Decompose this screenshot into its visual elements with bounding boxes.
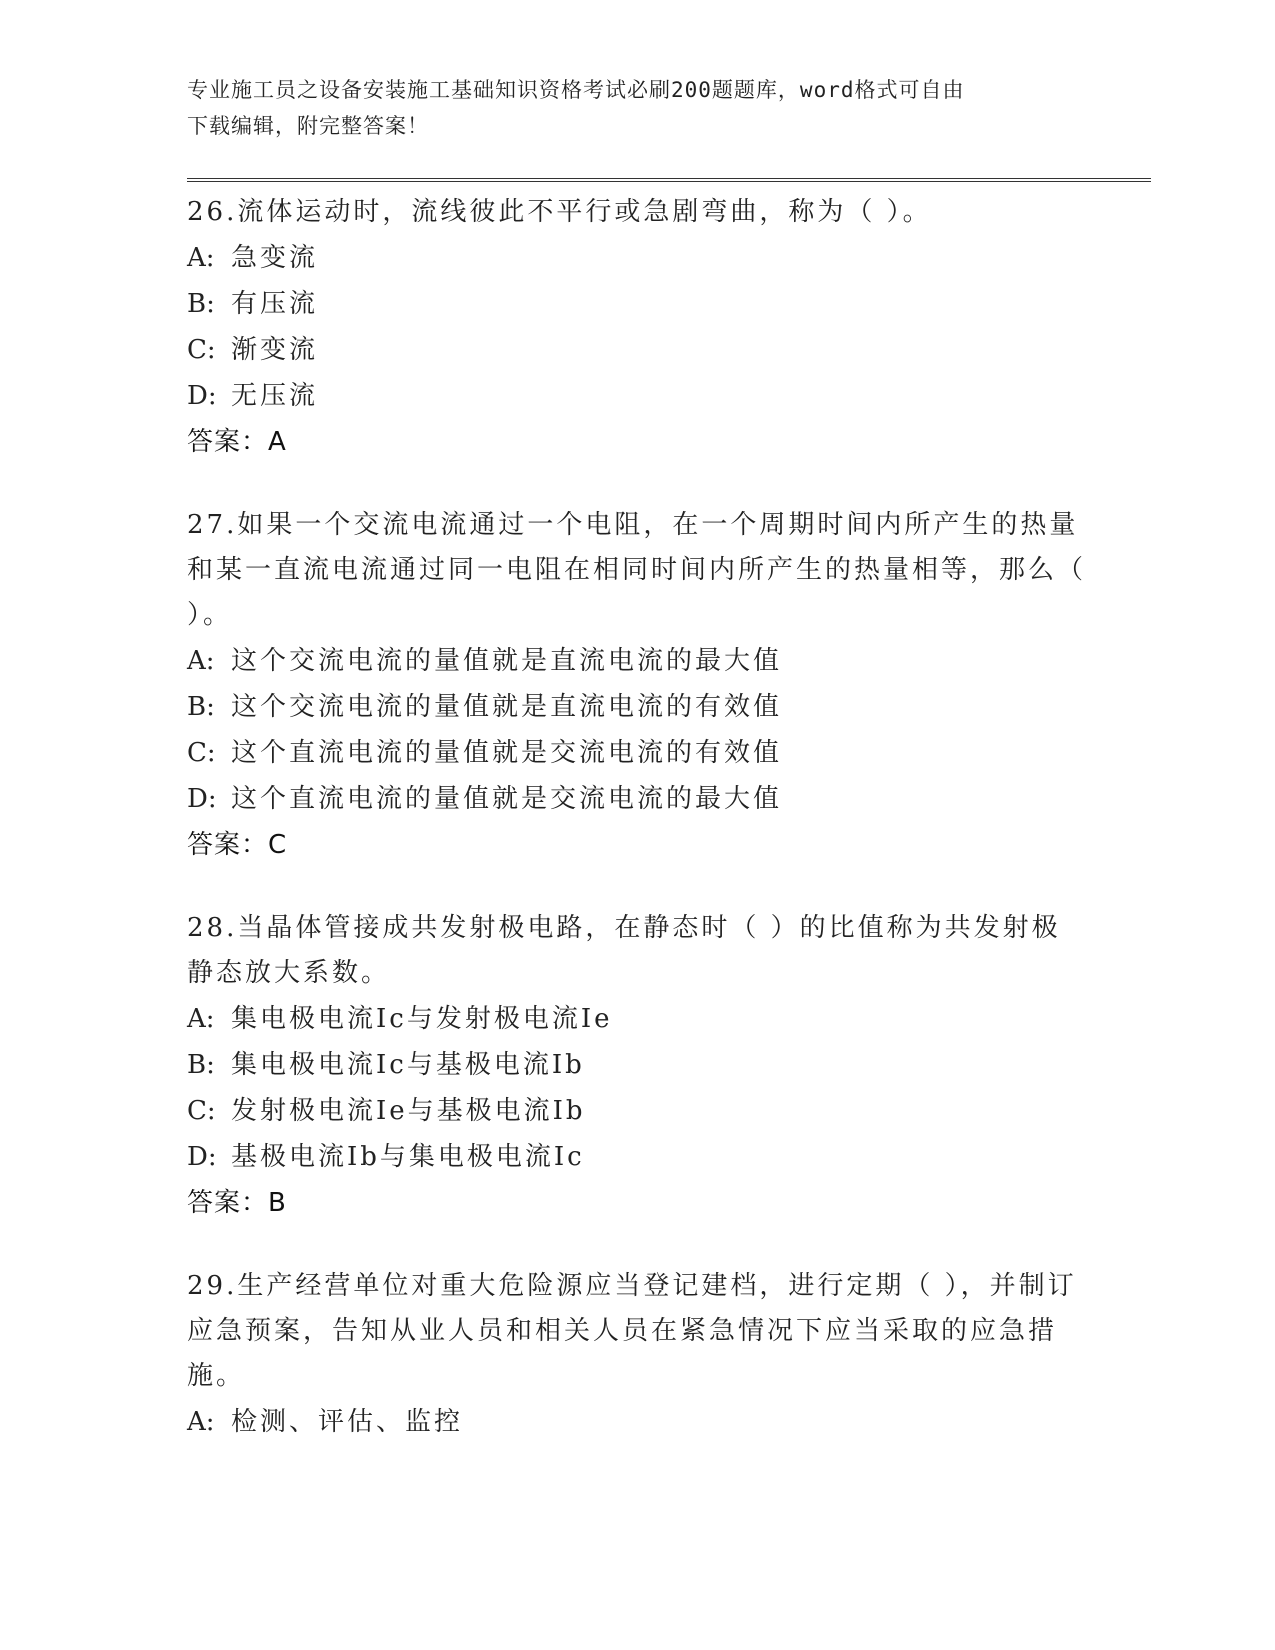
header-divider [187, 178, 1151, 182]
option-key: B: [187, 289, 215, 319]
option-b [187, 1042, 1087, 1088]
header-line-1: 专业施工员之设备安装施工基础知识资格考试必刷200题题库，word格式可自由 [187, 78, 965, 102]
option-text: 这个交流电流的量值就是直流电流的有效值 [231, 692, 783, 722]
option-text: 检测、评估、监控 [231, 1407, 464, 1437]
option-text: 急变流 [231, 243, 319, 273]
option-key: C: [187, 738, 216, 768]
option-key: C: [187, 335, 216, 365]
option-a [187, 638, 1087, 684]
option-text: 渐变流 [231, 335, 319, 365]
question-text: 26.流体运动时，流线彼此不平行或急剧弯曲，称为（ ）。 [187, 197, 932, 227]
option-key: B: [187, 1050, 215, 1080]
option-text: 基极电流Ib与集电极电流Ic [231, 1142, 585, 1172]
option-text: 这个直流电流的量值就是交流电流的最大值 [231, 784, 783, 814]
option-text: 这个直流电流的量值就是交流电流的有效值 [231, 738, 783, 768]
option-d [187, 1134, 1087, 1180]
option-key: C: [187, 1096, 216, 1126]
option-b [187, 684, 1087, 730]
question-29 [187, 1264, 1087, 1445]
option-text: 集电极电流Ic与基极电流Ib [231, 1050, 585, 1080]
document-header [187, 72, 1067, 144]
question-list [187, 190, 1087, 1483]
option-list [187, 1399, 1087, 1445]
question-28 [187, 906, 1087, 1226]
question-text: 29.生产经营单位对重大危险源应当登记建档，进行定期（ ），并制订应急预案，告知从业人员和相关人员在紧急情况下应当采取的应急措施。 [187, 1271, 1077, 1391]
question-text: 27.如果一个交流电流通过一个电阻，在一个周期时间内所产生的热量和某一直流电流通过同一电阻在相同时间内所产生的热量相等，那么（ ）。 [187, 510, 1087, 630]
option-text: 这个交流电流的量值就是直流电流的最大值 [231, 646, 783, 676]
option-text: 发射极电流Ie与基极电流Ib [231, 1096, 586, 1126]
option-c [187, 730, 1087, 776]
option-a [187, 235, 1087, 281]
option-key: A: [187, 1407, 215, 1437]
option-list [187, 996, 1087, 1180]
option-key: A: [187, 243, 215, 273]
answer-line: 答案：B [187, 1188, 287, 1218]
option-key: D: [187, 381, 217, 411]
option-d [187, 776, 1087, 822]
option-a [187, 996, 1087, 1042]
option-d [187, 373, 1087, 419]
answer-line: 答案：C [187, 830, 288, 860]
header-line-2: 下载编辑，附完整答案！ [187, 114, 429, 138]
option-key: A: [187, 646, 215, 676]
option-key: B: [187, 692, 215, 722]
option-list [187, 235, 1087, 419]
option-a [187, 1399, 1087, 1445]
option-key: D: [187, 784, 217, 814]
option-text: 集电极电流Ic与发射极电流Ie [231, 1004, 613, 1034]
option-key: A: [187, 1004, 215, 1034]
question-26 [187, 190, 1087, 465]
option-text: 有压流 [231, 289, 319, 319]
question-text: 28.当晶体管接成共发射极电路，在静态时（ ）的比值称为共发射极静态放大系数。 [187, 913, 1061, 988]
option-text: 无压流 [231, 381, 319, 411]
option-c [187, 1088, 1087, 1134]
option-list [187, 638, 1087, 822]
option-b [187, 281, 1087, 327]
option-key: D: [187, 1142, 217, 1172]
question-27 [187, 503, 1087, 868]
answer-line: 答案：A [187, 427, 287, 457]
option-c [187, 327, 1087, 373]
